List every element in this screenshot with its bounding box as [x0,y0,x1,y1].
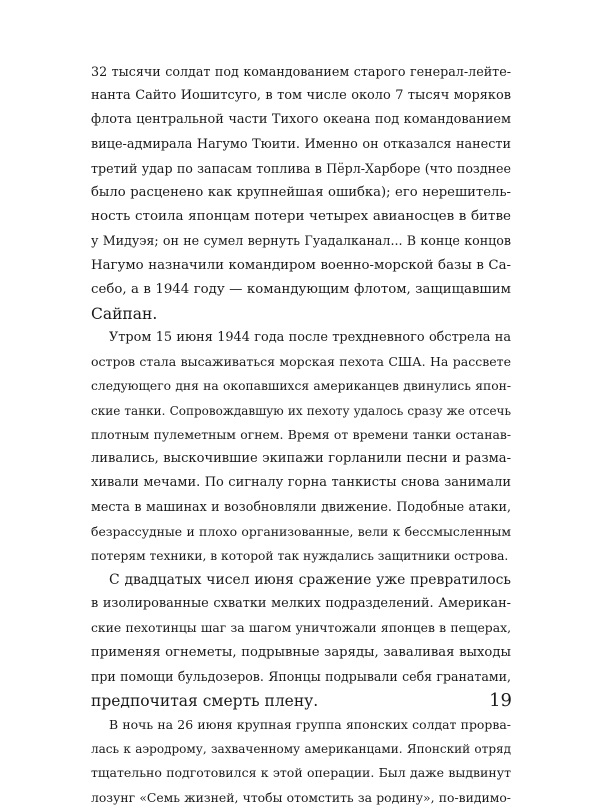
text-line: следующего дня на окопавшихся американцев двинулись япон- [91,379,511,394]
text-line: себо, а в 1944 году — командующим флотом, защищавшим [91,281,511,297]
text-line: у Мидуэя; он не сумел вернуть Гуадалканал... В конце концов [91,233,511,249]
text-line: остров стала высаживаться морская пехота США. На рассвете [91,354,511,370]
text-line: плотным пулеметным огнем. Время от времени танки останав- [91,426,511,442]
text-line: применяя огнеметы, подрывные заряды, заваливая выходы [91,644,511,660]
text-line: ность стоила японцам потери четырех авианосцев в битве [91,209,511,225]
text-line: хивали мечами. По сигналу горна танкисты снова занимали [91,475,511,491]
paragraph-2 [91,326,511,568]
text-line: при помощи бульдозеров. Японцы подрывали себя гранатами, [91,668,511,684]
text-line: потерям техники, в которой так нуждались защитники острова. [91,548,509,563]
text-line: В ночь на 26 июня крупная группа японских солдат прорва- [109,717,511,733]
paragraph-1 [91,60,511,326]
page-number: 19 [489,690,512,711]
text-line: флота центральной части Тихого океана под командованием [91,112,511,128]
text-line: Нагумо назначили командиром военно-морской базы в Са- [91,257,511,273]
text-line: С двадцатых чисел июня сражение уже превратилось [109,571,511,588]
text-line: места в машинах и возобновляли движение. Подобные атаки, [91,499,511,515]
text-line: ские танки. Сопровождавшую их пехоту удалось сразу же отсечь [91,403,511,418]
text-line: нанта Сайто Иошитсуго, в том числе около 7 тысяч моряков [91,88,511,104]
text-line: было расценено как крупнейшая ошибка); его нерешитель- [91,184,511,200]
text-line: безрассудные и плохо организованные, вели к бессмысленным [91,523,511,539]
page-body [91,60,511,810]
text-line: третий удар по запасам топлива в Пёрл-Харборе (что позднее [91,160,511,176]
text-line: тщательно подготовился к этой операции. Был даже выдвинут [91,765,511,781]
text-line: предпочитая смерть плену. [91,691,319,710]
text-line: в изолированные схватки мелких подразделений. Американ- [91,596,511,612]
text-line: лозунг «Семь жизней, чтобы отомстить за родину», по-видимо- [91,790,511,805]
paragraph-3 [91,568,511,713]
text-line: ливались, выскочившие экипажи горланили песни и разма- [91,451,511,466]
text-line: лась к аэродрому, захваченному американцами. Японский отряд [91,742,511,757]
text-line: Сайпан. [91,304,158,323]
text-line: ские пехотинцы шаг за шагом уничтожали японцев в пещерах, [91,621,511,636]
text-line: 32 тысячи солдат под командованием старого генерал-лейте- [91,64,511,79]
paragraph-4 [91,713,511,810]
text-line: вице-адмирала Нагумо Тюити. Именно он отказался нанести [91,136,511,152]
text-line: Утром 15 июня 1944 года после трехдневного обстрела на [109,330,511,346]
